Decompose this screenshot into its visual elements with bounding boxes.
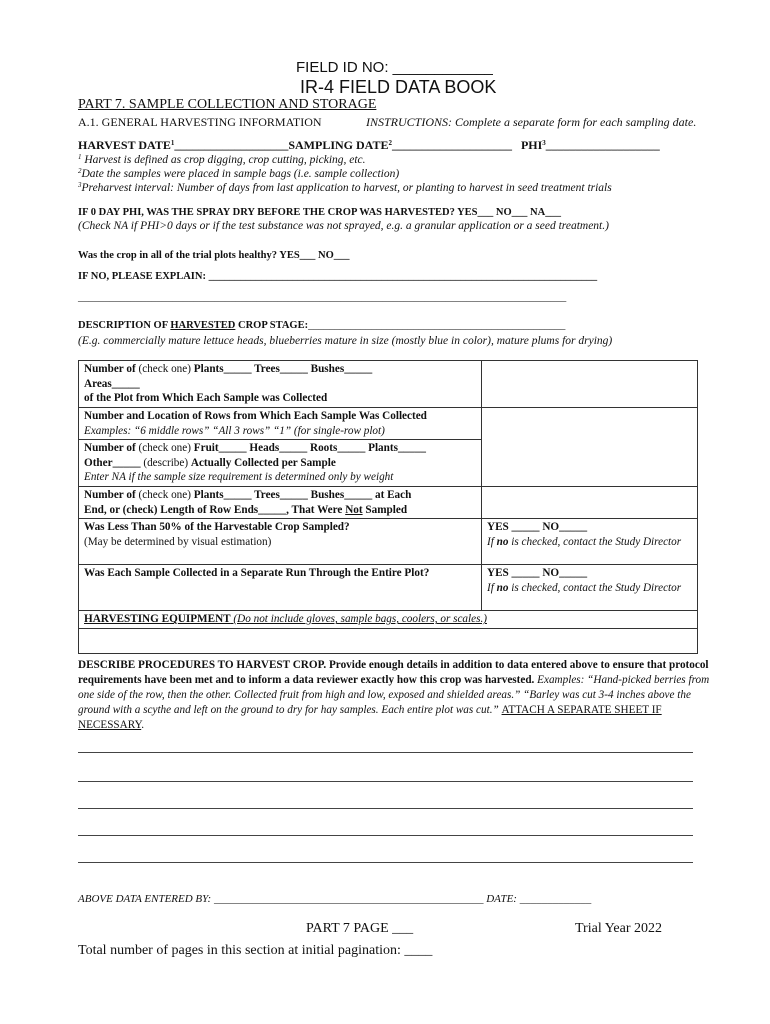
crop-stage-field[interactable]: _________________________________________________ — [308, 320, 566, 331]
procedure-line[interactable] — [78, 781, 693, 782]
less-than-50-cell: Was Less Than 50% of the Harvestable Crop Sampled? (May be determined by visual estimation) — [79, 519, 482, 565]
part-heading: PART 7. SAMPLE COLLECTION AND STORAGE — [78, 97, 377, 112]
sample-info-table — [78, 360, 698, 654]
separate-run-answer[interactable]: YES _____ NO_____ If no is checked, contact the Study Director — [482, 565, 698, 611]
trial-year: Trial Year 2022 — [575, 921, 662, 936]
spray-question[interactable]: IF 0 DAY PHI, WAS THE SPRAY DRY BEFORE THE CROP WAS HARVESTED? YES___ NO___ NA___ — [78, 207, 561, 218]
harvest-date-label: HARVEST DATE — [78, 138, 171, 152]
table-row — [79, 519, 698, 565]
crop-stage-example: (E.g. commercially mature lettuce heads, blueberries mature in size (mostly blue in color), mature plums for drying) — [78, 335, 613, 347]
table-row — [79, 565, 698, 611]
table-row — [79, 486, 698, 518]
instructions: INSTRUCTIONS: Complete a separate form for each sampling date. — [366, 115, 697, 129]
crop-stage-row: DESCRIPTION OF HARVESTED CROP STAGE:_________________________________________________ — [78, 320, 566, 331]
section-label: A.1. GENERAL HARVESTING INFORMATION — [78, 115, 322, 129]
separate-run-cell: Was Each Sample Collected in a Separate Run Through the Entire Plot? — [79, 565, 482, 611]
health-explain[interactable]: IF NO, PLEASE EXPLAIN: __________________________________________________________________________ — [78, 271, 598, 282]
row-ends-answer[interactable] — [482, 486, 698, 518]
health-question[interactable]: Was the crop in all of the trial plots healthy? YES___ NO___ — [78, 250, 350, 261]
procedure-line[interactable] — [78, 862, 693, 863]
harvesting-equipment-field[interactable] — [79, 628, 698, 653]
part-page-number: PART 7 PAGE ___ — [306, 921, 414, 936]
table-row — [79, 361, 698, 408]
rows-count-answer[interactable] — [482, 408, 698, 487]
phi-field[interactable]: ___________________ — [545, 138, 660, 152]
procedure-line[interactable] — [78, 835, 693, 836]
sampling-date-label: SAMPLING DATE — [288, 138, 389, 152]
rows-location-cell: Number and Location of Rows from Which Each Sample Was Collected Examples: “6 middle rows” “All 3 rows” “1” (for single-row plot) — [79, 408, 482, 440]
less-than-50-answer[interactable]: YES _____ NO_____ If no is checked, contact the Study Director — [482, 519, 698, 565]
table-row — [79, 628, 698, 653]
sampling-date-field[interactable]: ____________________ — [391, 138, 512, 152]
footnote-2: $^2$Date the samples were placed in sample bags (i.e. sample collection) — [78, 167, 400, 180]
footnote-3: $^3$Preharvest interval: Number of days from last application to harvest, or planting to harvest in seed treatment trials — [78, 181, 612, 194]
phi-label: PHI — [520, 138, 543, 152]
harvesting-equipment-label: HARVESTING EQUIPMENT (Do not include gloves, sample bags, coolers, or scales.) — [79, 611, 698, 629]
table-row — [79, 611, 698, 629]
yes-no-checkbox[interactable]: YES _____ NO_____ — [487, 521, 588, 534]
dates-row: HARVEST DATE$^1$___________________SAMPLING DATE$^2$____________________ PHI$^3$___________________ — [78, 138, 660, 152]
plants-trees-answer[interactable] — [482, 361, 698, 408]
yes-no-checkbox[interactable]: YES _____ NO_____ — [487, 567, 588, 580]
data-entered-by[interactable]: ABOVE DATA ENTERED BY: _________________________________________________ DATE: _____________ — [78, 893, 592, 905]
page-title: IR-4 FIELD DATA BOOK — [300, 77, 497, 97]
plants-trees-cell: Number of (check one) Plants_____ Trees_____ Bushes_____ Areas_____ of the Plot from Which Each Sample was Collected — [79, 361, 482, 408]
table-row — [79, 408, 698, 440]
footnote-1: $^1$ Harvest is defined as crop digging, crop cutting, picking, etc. — [78, 153, 366, 166]
units-collected-cell: Number of (check one) Fruit_____ Heads_____ Roots_____ Plants_____ Other_____ (describe) Actually Collected per Sample Enter NA if the sample size requirement is determined only by weight — [79, 440, 482, 487]
procedure-line[interactable] — [78, 752, 693, 753]
row-ends-cell: Number of (check one) Plants_____ Trees_____ Bushes_____ at Each End, or (check) Length of Row Ends_____, That Were Not Sampled — [79, 486, 482, 518]
spray-note: (Check NA if PHI>0 days or if the test substance was not sprayed, e.g. a granular application or a seed treatment.) — [78, 220, 609, 232]
procedure-line[interactable] — [78, 808, 693, 809]
health-explain-line[interactable]: _____________________________________________________________________________________________ — [78, 292, 567, 303]
field-id-label: FIELD ID NO: ____________ — [296, 59, 493, 76]
total-pages: Total number of pages in this section at initial pagination: ____ — [78, 943, 433, 958]
harvest-date-field[interactable]: ___________________ — [174, 138, 289, 152]
procedures-paragraph: DESCRIBE PROCEDURES TO HARVEST CROP. Provide enough details in addition to data entered above to ensure that protocol requirements have been met and to inform a data reviewer exactly how this crop was harvested. Examples: “Hand-picked berries from one side of the row, then the other. Collected fruit from high and low, exposed and shielded areas.” “Barley was cut 3-4 inches above the ground with a scythe and left on the ground to dry for hay samples. Each entire plot was cut.” ATTACH A SEPARATE SHEET IF NECESSARY. — [78, 659, 710, 731]
